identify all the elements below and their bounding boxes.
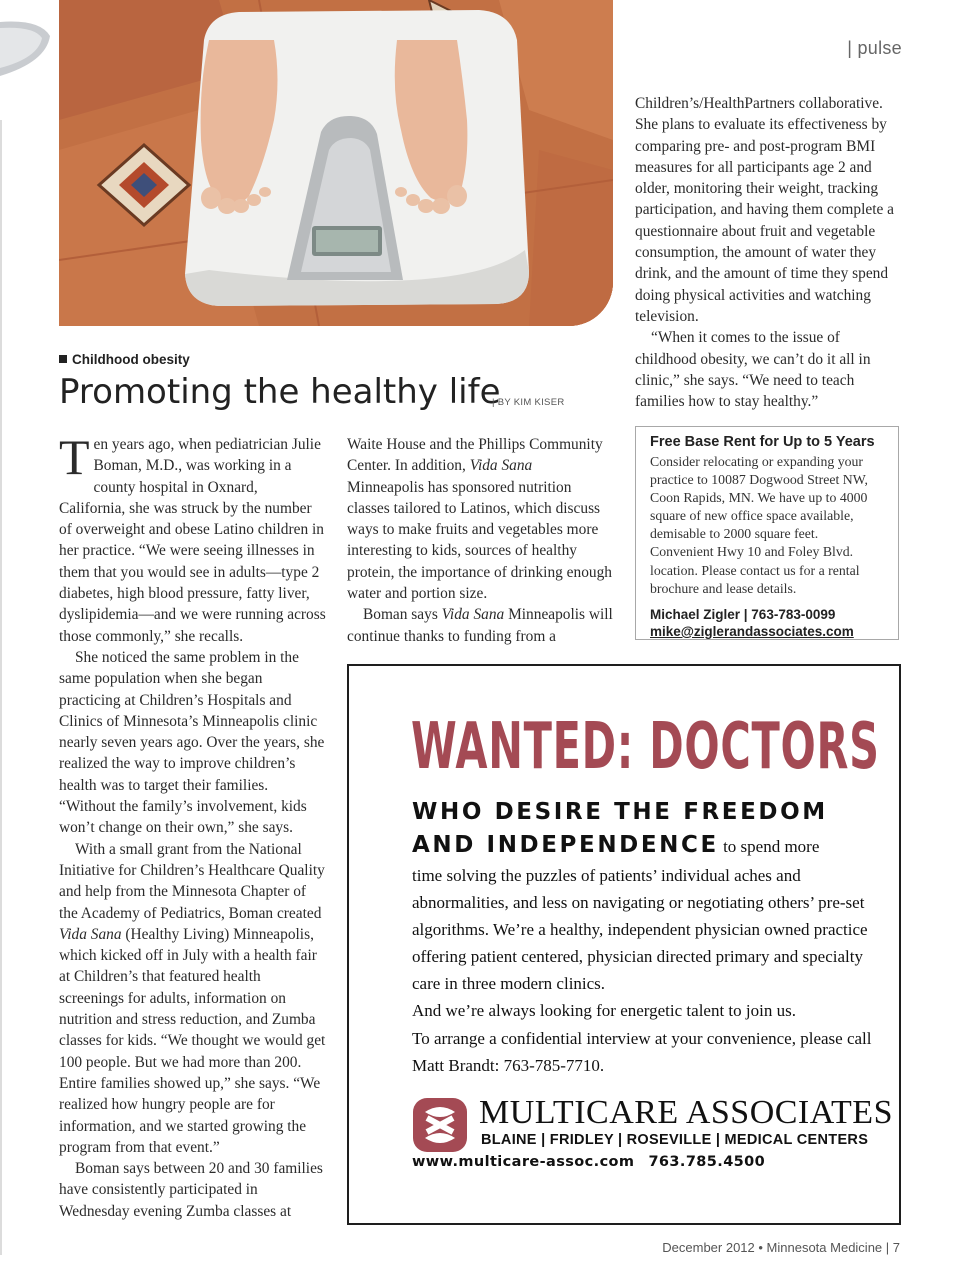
- ad-email-link[interactable]: mike@ziglerandassociates.com: [650, 623, 854, 639]
- ad-contact: Michael Zigler | 763-783-0099: [650, 606, 836, 622]
- article-column-1: [59, 429, 327, 1222]
- ad-tagline-1: WHO DESIRE THE FREEDOM: [412, 799, 828, 825]
- page-edge-decoration: [0, 14, 52, 84]
- article-byline: | BY KIM KISER: [492, 397, 565, 408]
- ad-tagline-2: AND INDEPENDENCE to spend more: [412, 832, 820, 858]
- ad-heading: Free Base Rent for Up to 5 Years: [650, 434, 875, 450]
- paragraph: Ten years ago, when pediatrician Julie Boman, M.D., was working in a county hospital in Oxnard, California, she was struck by the number of overweight and obese Latino children in her practice. “We were seeing illnesses in them that you would see in adults—type 2 diabetes, high blood pressure, fatty liver, dyslipidemia—and we were running across those commonly,” she recalls.: [59, 429, 326, 645]
- paragraph: Boman says between 20 and 30 families have consistently participated in Wednesday evening Zumba classes at: [59, 1160, 323, 1220]
- program-name: Vida Sana: [59, 925, 122, 943]
- section-label: | pulse: [847, 38, 902, 58]
- paragraph: To arrange a confidential interview at your convenience, please call Matt Brandt: 763-785-7710.: [412, 1028, 872, 1075]
- website-link[interactable]: www.multicare-assoc.com: [412, 1154, 635, 1170]
- phone-number: 763.785.4500: [648, 1154, 766, 1170]
- ad-body: Consider relocating or expanding your practice to 10087 Dogwood Street NW, Coon Rapids, MN. We have up to 4000 square of new office space available, demisable to 2000 square feet. Convenient Hwy 10 and Foley Blvd. location. Please contact us for a rental brochure and lease details.: [650, 454, 868, 596]
- article-column-2: [347, 434, 613, 647]
- paragraph: time solving the puzzles of patients’ individual aches and abnormalities, and less on navigating or negotiating others’ pre-set algorithms. We’re a healthy, independent physician owned practice offering patient centered, physician directed primary and specialty care in three modern clinics.: [412, 866, 868, 994]
- square-bullet-icon: [59, 355, 67, 363]
- ad-title: WANTED: DOCTORS: [411, 710, 880, 784]
- ad-body: [412, 862, 882, 1079]
- brand-contact: [412, 1154, 765, 1170]
- page-footer: December 2012 • Minnesota Medicine | 7: [662, 1240, 900, 1255]
- article-column-3: [635, 93, 903, 412]
- paragraph: With a small grant from the National Initiative for Children’s Healthcare Quality and help from the Minnesota Chapter of the Academy of Pediatrics, Boman created Vida Sana (Healthy Living) Minneapolis, which kicked off in July with a health fair at Children’s that featured health screenings for adults, information on nutrition and stress reduction, and Zumba classes for kids. “We thought we would get 100 people. But we had more than 200. Entire families showed up,” she says. “We realized how hungry people are for information, and we started growing the program from that event.”: [59, 840, 326, 1156]
- paragraph: And we’re always looking for energetic talent to join us.: [412, 1001, 796, 1021]
- page-edge-line: [0, 120, 2, 1255]
- scale-photo: [59, 0, 613, 326]
- drop-cap: T: [59, 429, 90, 485]
- brand-locations: BLAINE | FRIDLEY | ROSEVILLE | MEDICAL CENTERS: [481, 1132, 869, 1148]
- paragraph: Boman says Vida Sana Minneapolis will continue thanks to funding from a: [347, 606, 613, 645]
- article-headline: Promoting the healthy life: [59, 372, 501, 412]
- article-kicker: [59, 352, 190, 367]
- paragraph: Children’s/HealthPartners collaborative. She plans to evaluate its effectiveness by comparing pre- and post-program BMI measures for all participants age 2 and older, monitoring their weight, tracking participation, and having them complete a questionnaire about fruit and vegetable consumption, the amount of water they drink, and the amount of time they spend doing physical activities and watching television.: [635, 95, 894, 325]
- paragraph: Waite House and the Phillips Community Center. In addition, Vida Sana Minneapolis has sponsored nutrition classes tailored to Latinos, which discuss ways to make fruits and vegetables more interesting to kids, sources of healthy protein, the importance of drinking enough water and portion size.: [347, 436, 612, 603]
- paragraph: “When it comes to the issue of childhood obesity, we can’t do it all in clinic,” she says. “We need to teach families how to stay healthy.”: [635, 329, 871, 411]
- brand-name: MULTICARE ASSOCIATES: [479, 1094, 893, 1131]
- rent-advertisement: [635, 426, 899, 640]
- paragraph: She noticed the same problem in the same population when she began practicing at Children’s Hospitals and Clinics of Minnesota’s Minneapolis clinic nearly seven years ago. Over the years, she realized the way to improve children’s health was to target their families. “Without the family’s involvement, kids won’t change on their own,” she says.: [59, 648, 325, 837]
- doctors-advertisement: [347, 664, 901, 1225]
- multicare-logo-icon: [409, 1094, 471, 1156]
- kicker-text: Childhood obesity: [72, 352, 190, 367]
